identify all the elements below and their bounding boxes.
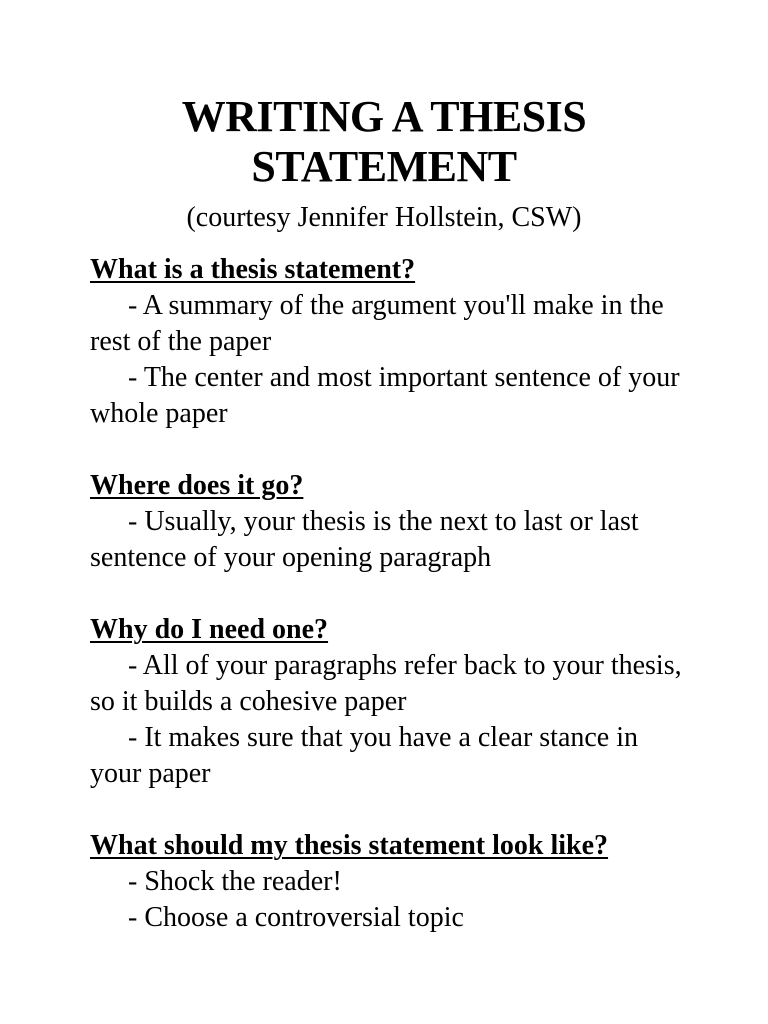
bullet-point: - Choose a controversial topic: [128, 902, 464, 933]
title-line-1: WRITING A THESIS: [181, 92, 587, 141]
section-heading: What should my thesis statement look like?: [90, 830, 609, 861]
section-where: [90, 468, 690, 576]
bullet-point: - The center and most important sentence of your whole paper: [90, 362, 680, 429]
document-title: [0, 92, 768, 192]
bullet-point: - A summary of the argument you'll make in the rest of the paper: [90, 290, 664, 357]
section-heading: Where does it go?: [90, 470, 304, 501]
section-heading: What is a thesis statement?: [90, 254, 416, 285]
section-heading: Why do I need one?: [90, 614, 329, 645]
bullet-point: - All of your paragraphs refer back to your thesis, so it builds a cohesive paper: [90, 650, 682, 717]
section-why: [90, 612, 690, 792]
document-body: [90, 252, 690, 972]
section-look-like: [90, 828, 690, 936]
document-subtitle: (courtesy Jennifer Hollstein, CSW): [186, 202, 582, 233]
section-what-is: [90, 252, 690, 432]
bullet-point: - Shock the reader!: [128, 866, 342, 897]
bullet-point: - It makes sure that you have a clear stance in your paper: [90, 722, 639, 789]
title-line-2: STATEMENT: [251, 142, 517, 191]
bullet-point: - Usually, your thesis is the next to last or last sentence of your opening paragraph: [90, 506, 639, 573]
